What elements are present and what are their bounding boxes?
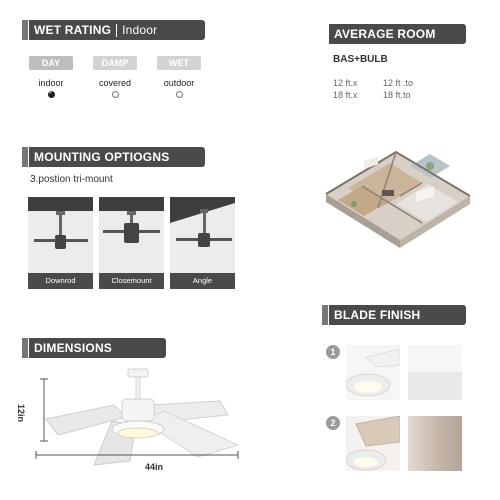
- rating-radio-icon: [176, 91, 183, 98]
- finish-number-badge: 1: [326, 345, 340, 359]
- rating-value: covered: [98, 78, 132, 88]
- banner-notch: [22, 147, 28, 167]
- finish-number-badge: 2: [326, 416, 340, 430]
- banner-notch: [322, 305, 328, 325]
- rating-column-wet: [154, 56, 204, 98]
- rating-checked-icon: [48, 91, 55, 98]
- dimensions-title: DIMENSIONS: [34, 341, 113, 355]
- average-room-title: AVERAGE ROOM: [334, 27, 436, 41]
- mount-option-label: Downrod: [28, 273, 93, 289]
- mount-option-label: Closemount: [99, 273, 164, 289]
- dimensions-banner: [29, 338, 166, 358]
- rating-tag: DAY: [29, 56, 73, 70]
- fan-dimension-drawing: [24, 365, 244, 475]
- finish-option-2: [326, 416, 466, 471]
- mounting-subtitle: 3.postion tri-mount: [30, 174, 113, 185]
- wet-rating-subtitle: Indoor: [122, 23, 158, 37]
- finish-fan-image: [346, 416, 400, 471]
- banner-notch: [22, 20, 28, 40]
- mount-option-downrod: [28, 197, 93, 289]
- mount-option-label: Angle: [170, 273, 235, 289]
- finish-option-1: [326, 345, 466, 400]
- blade-finish-title: BLADE FINISH: [334, 308, 421, 322]
- rating-column-damp: [90, 56, 140, 98]
- finish-fan-image: [346, 345, 400, 400]
- rating-value: outdoor: [163, 78, 195, 88]
- mount-option-closemount: [99, 197, 164, 289]
- floor-plan-image: [318, 128, 478, 256]
- closemount-fan-icon: [99, 197, 164, 273]
- rating-tag: DAMP: [93, 56, 137, 70]
- mount-option-angle: [170, 197, 235, 289]
- finish-swatch: [408, 416, 462, 471]
- mounting-title: MOUNTING OPTIOGNS: [34, 150, 170, 164]
- rating-value: indoor: [38, 78, 64, 88]
- wet-rating-banner: [29, 20, 205, 40]
- wet-rating-options: [26, 56, 206, 106]
- room-size-cell: 12 ft.x: [333, 78, 358, 88]
- banner-notch: [22, 338, 28, 358]
- finish-swatch: [408, 345, 462, 400]
- downrod-fan-icon: [28, 197, 93, 273]
- fan-closeup-icon: [346, 416, 400, 471]
- fan-closeup-icon: [346, 345, 400, 400]
- mounting-options: [28, 197, 236, 289]
- blade-finish-banner: [329, 305, 466, 325]
- room-size-row: [333, 78, 443, 88]
- rating-column-day: [26, 56, 76, 98]
- rating-radio-icon: [112, 91, 119, 98]
- average-room-banner: [329, 24, 466, 44]
- height-dimension-label: 12in: [16, 404, 26, 423]
- rating-tag: WET: [157, 56, 201, 70]
- wet-rating-title: WET RATING: [34, 23, 112, 37]
- room-size-cell: 18 ft.x: [333, 90, 358, 100]
- width-dimension-label: 44in: [145, 462, 164, 472]
- room-size-grid: [333, 78, 443, 102]
- average-room-subtitle: BAS+BULB: [333, 54, 388, 65]
- mounting-banner: [29, 147, 205, 167]
- room-size-cell: 12 ft .to: [383, 78, 414, 88]
- room-size-row: [333, 90, 443, 100]
- angle-fan-icon: [170, 197, 235, 273]
- title-divider: [116, 24, 117, 37]
- room-size-cell: 18 ft.to: [383, 90, 411, 100]
